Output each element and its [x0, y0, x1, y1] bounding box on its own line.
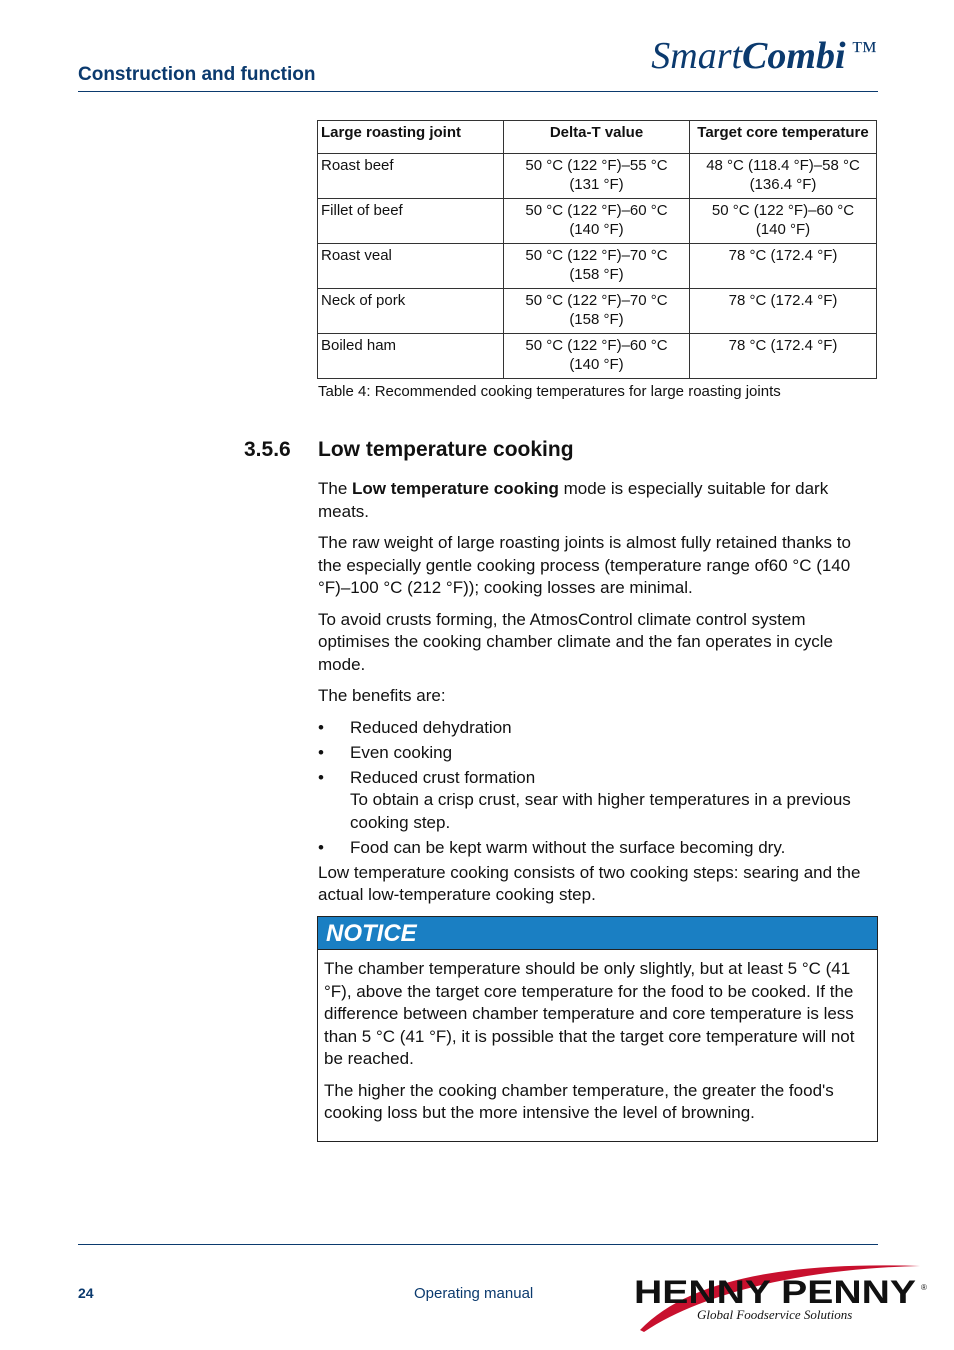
table-cell	[690, 244, 877, 289]
brand-light: Smart	[651, 35, 743, 77]
cell-line: 50 °C (122 °F)–60 °C	[711, 202, 855, 219]
list-item-subtext: To obtain a crisp crust, sear with higher temperatures in a previous cooking step.	[350, 790, 851, 832]
table-cell	[504, 289, 690, 334]
table-row	[318, 244, 877, 289]
page-number: 24	[78, 1285, 94, 1301]
cell-line: 50 °C (122 °F)–60 °C	[525, 202, 668, 219]
cell-line: 48 °C (118.4 °F)–58 °C	[706, 157, 860, 174]
table-cell	[504, 154, 690, 199]
brand-title	[651, 34, 877, 78]
paragraph: The raw weight of large roasting joints is almost fully retained thanks to the especially gentle cooking process (temperature range of60 °C (140 °F)–100 °C (212 °F)); cooking losses are minimal.	[318, 533, 851, 597]
table-cell: Boiled ham	[318, 334, 504, 379]
table-cell	[690, 289, 877, 334]
notice-paragraph: The higher the cooking chamber temperature, the greater the food's cooking loss but the more intensive the level of browning.	[324, 1080, 834, 1122]
table-cell	[504, 334, 690, 379]
notice-body	[318, 950, 877, 1125]
text-run: The	[318, 479, 353, 498]
cell-line: 50 °C (122 °F)–70 °C	[525, 247, 668, 264]
table-cell	[504, 199, 690, 244]
cell-line: (136.4 °F)	[749, 176, 817, 193]
bullet-icon: •	[318, 717, 324, 737]
table-row	[318, 199, 877, 244]
cell-line: (158 °F)	[569, 266, 624, 283]
table-caption: Table 4: Recommended cooking temperatures for large roasting joints	[318, 383, 781, 400]
paragraph: Low temperature cooking consists of two cooking steps: searing and the actual low-temperature cooking step.	[318, 862, 861, 904]
section-number: 3.5.6	[244, 438, 291, 461]
henny-penny-logo	[630, 1258, 930, 1334]
column-header: Delta-T value	[504, 121, 690, 154]
cell-line: (131 °F)	[569, 176, 624, 193]
document-title: Operating manual	[414, 1285, 534, 1302]
notice-paragraph: The chamber temperature should be only slightly, but at least 5 °C (41 °F), above the target core temperature for the food to be cooked. If the difference between chamber temperature and core temperature is less than 5 °C (41 °F), it is possible that the target core temperature will not be reached.	[324, 959, 855, 1068]
table-row	[318, 289, 877, 334]
cell-line: 50 °C (122 °F)–70 °C	[525, 292, 668, 309]
table-row	[318, 334, 877, 379]
cell-line: 78 °C (172.4 °F)	[728, 292, 838, 309]
table-row	[318, 154, 877, 199]
list-item	[318, 837, 878, 860]
header-rule	[78, 91, 878, 92]
list-item-text: Reduced crust formation	[350, 767, 536, 787]
roasting-table	[317, 120, 877, 379]
cell-line: 78 °C (172.4 °F)	[728, 247, 838, 264]
table-cell	[504, 244, 690, 289]
table-cell: Fillet of beef	[318, 199, 504, 244]
table-cell	[690, 154, 877, 199]
brand-tm: ™	[851, 36, 877, 65]
list-item	[318, 742, 878, 765]
column-header: Target core temperature	[690, 121, 877, 154]
table-cell	[690, 199, 877, 244]
cell-line: (140 °F)	[569, 356, 624, 373]
cell-line: (158 °F)	[569, 311, 624, 328]
table-cell: Roast beef	[318, 154, 504, 199]
section-title: Low temperature cooking	[318, 438, 574, 461]
list-item-text: Reduced dehydration	[350, 717, 512, 737]
paragraph: To avoid crusts forming, the AtmosControl climate control system optimises the cooking chamber climate and the fan operates in cycle mode.	[318, 609, 833, 674]
emphasis-text: Low temperature cooking	[352, 479, 559, 498]
footer-rule	[78, 1244, 878, 1245]
paragraph: The benefits are:	[318, 686, 446, 705]
list-item-text: Even cooking	[350, 742, 453, 762]
section-header: Construction and function	[78, 64, 316, 85]
registered-mark: ®	[921, 1283, 927, 1292]
logo-wordmark: HENNY PENNY	[634, 1274, 916, 1310]
paragraph	[318, 478, 878, 523]
cell-line: (140 °F)	[755, 221, 811, 238]
logo-tagline: Global Foodservice Solutions	[697, 1307, 853, 1322]
list-item-text: Food can be kept warm without the surface becoming dry.	[350, 837, 786, 857]
table-cell: Neck of pork	[318, 289, 504, 334]
bullet-icon: •	[318, 767, 324, 787]
cell-line: 50 °C (122 °F)–60 °C	[525, 337, 668, 354]
benefits-list	[318, 717, 878, 860]
list-item	[318, 717, 878, 740]
notice-box	[317, 916, 878, 1142]
list-item	[318, 767, 878, 835]
brand-bold: Combi	[742, 35, 846, 77]
cell-line: 50 °C (122 °F)–55 °C	[525, 157, 668, 174]
cell-line: (140 °F)	[569, 221, 624, 238]
cell-line: 78 °C (172.4 °F)	[728, 337, 838, 354]
section-body	[318, 478, 878, 916]
table-header-row	[318, 121, 877, 154]
column-header: Large roasting joint	[318, 121, 504, 154]
bullet-icon: •	[318, 742, 324, 762]
table-cell: Roast veal	[318, 244, 504, 289]
bullet-icon: •	[318, 837, 324, 857]
text-run: mode is especially suitable for dark meats.	[318, 479, 829, 521]
notice-title: NOTICE	[318, 917, 877, 950]
table-cell	[690, 334, 877, 379]
